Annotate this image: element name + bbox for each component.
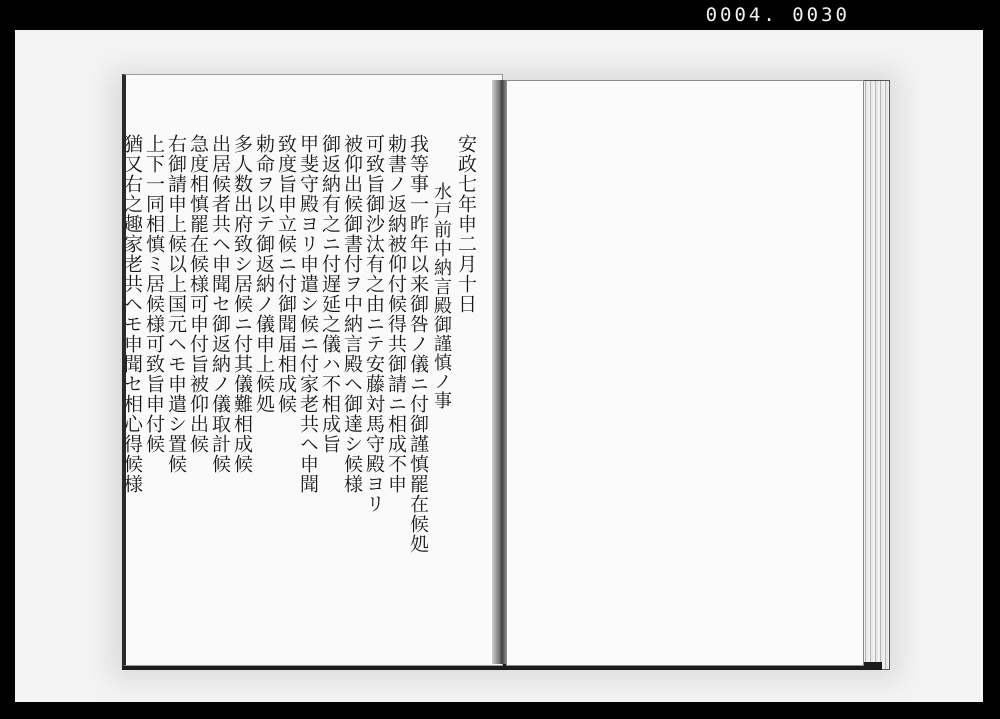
frame-number: 0004. 0030: [705, 4, 850, 26]
text-column: 多人数出府致シ居候ニ付其儀難相成候: [231, 134, 253, 474]
text-column: 出居候者共ヘ申聞セ御返納ノ儀取計候: [209, 134, 231, 474]
right-page-blank: [506, 80, 864, 666]
document-subheader: 水戸前中納言殿御謹慎ノ事: [431, 182, 452, 410]
text-column: 勅書ノ返納被仰付候得共御請ニ相成不申: [385, 134, 407, 494]
text-column: 右御請申上候以上国元ヘモ申遣シ置候: [165, 134, 187, 474]
document-date-header: 安政七年申二月十日: [455, 134, 477, 314]
text-column: 致度旨申立候ニ付御聞届相成候: [275, 134, 297, 414]
text-column: 我等事一昨年以来御咎ノ儀ニ付御謹慎罷在候処: [407, 134, 429, 554]
text-column: 勅命ヲ以テ御返納ノ儀申上候処: [253, 134, 275, 414]
page-edge-stack: [862, 80, 890, 670]
text-column: 被仰出候御書付ヲ中納言殿ヘ御達シ候様: [341, 134, 363, 494]
text-column: 上下一同相慎ミ居候様可致旨申付候: [143, 134, 165, 454]
text-column: 急度相慎罷在候様可申付旨被仰出候: [187, 134, 209, 454]
handwritten-text-block: [121, 134, 478, 634]
text-column: 猶又右之趣家老共ヘモ申聞セ相心得候様: [121, 134, 143, 494]
text-column: 御返納有之ニ付遅延之儀ハ不相成旨: [319, 134, 341, 454]
text-column: 可致旨御沙汰有之由ニテ安藤対馬守殿ヨリ: [363, 134, 385, 514]
text-column: 甲斐守殿ヨリ申遣シ候ニ付家老共ヘ申聞: [297, 134, 319, 494]
